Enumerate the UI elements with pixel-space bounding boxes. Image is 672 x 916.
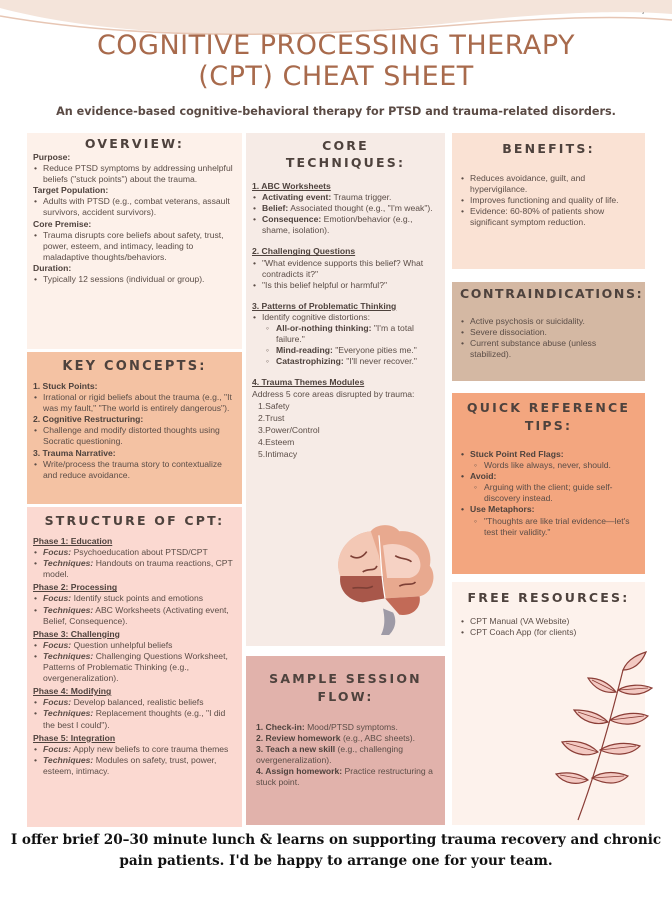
distortion-item	[252, 345, 439, 356]
problematic-thinking-intro: • Identify cognitive distortions:	[252, 312, 439, 323]
techniques-text: Handouts on trauma reactions, CPT model.	[43, 558, 233, 580]
phase-block	[33, 733, 236, 777]
contraindication-item: • Severe dissociation.	[460, 327, 637, 338]
phase-techniques	[33, 558, 236, 580]
sample-session-card	[246, 656, 445, 825]
overview-card	[27, 133, 242, 349]
abc-label: Belief:	[262, 203, 289, 214]
structure-card	[27, 507, 242, 827]
abc-item	[252, 214, 439, 236]
abc-item	[252, 192, 439, 203]
distortion-text: "I'm a total failure."	[276, 323, 414, 345]
resource-item: • CPT Coach App (for clients)	[460, 627, 637, 638]
phase-block	[33, 686, 236, 730]
focus-text: Identify stuck points and emotions	[73, 593, 204, 604]
trauma-theme-item: 5.Intimacy	[258, 448, 298, 459]
phase-focus	[33, 640, 236, 651]
sample-session-heading: SAMPLE SESSION FLOW:	[269, 671, 422, 704]
phase-techniques	[33, 755, 236, 777]
techniques-text: Replacement thoughts (e.g., "I did the best I could").	[43, 708, 226, 730]
abc-text: Trauma trigger.	[333, 192, 392, 203]
challenging-question: • "What evidence supports this belief? What contradicts it?"	[252, 258, 439, 280]
phase-focus	[33, 697, 236, 708]
benefit-item: • Evidence: 60-80% of patients show significant symptom reduction.	[460, 206, 637, 228]
challenging-questions-title: 2. Challenging Questions	[252, 246, 356, 257]
key-concept-label: 1. Stuck Points:	[33, 381, 98, 391]
session-step-label: 4. Assign homework:	[256, 766, 343, 777]
distortion-label: All-or-nothing thinking:	[276, 323, 372, 334]
phase-title: Phase 4: Modifying	[33, 686, 112, 697]
focus-label: Focus:	[43, 593, 72, 604]
tip-detail: ◦ "Thoughts are like trial evidence—let's test their validity."	[460, 516, 637, 538]
focus-text: Develop balanced, realistic beliefs	[73, 697, 204, 708]
techniques-text: ABC Worksheets (Activating event, Belief, Consequence).	[43, 604, 229, 626]
key-concept-text: • Challenge and modify distorted thoughts using Socratic questioning.	[33, 425, 236, 447]
abc-item	[252, 203, 439, 214]
session-step	[256, 766, 435, 788]
focus-text: Apply new beliefs to core trauma themes	[73, 743, 229, 754]
phase-title: Phase 3: Challenging	[33, 628, 120, 639]
contraindication-item: • Current substance abuse (unless stabilized).	[460, 338, 637, 360]
title-line-1: COGNITIVE PROCESSING THERAPY	[96, 30, 576, 61]
contraindications-heading: CONTRAINDICATIONS:	[460, 286, 644, 301]
purpose-label: Purpose:	[33, 152, 71, 162]
footer-message	[0, 830, 672, 872]
contraindication-item: • Active psychosis or suicidality.	[460, 316, 637, 327]
distortion-label: Mind-reading:	[276, 345, 333, 356]
techniques-text: Modules on safety, trust, power, esteem, intimacy.	[43, 754, 217, 776]
free-resources-heading: FREE RESOURCES:	[467, 590, 630, 605]
session-step	[256, 744, 435, 766]
focus-text: Question unhelpful beliefs	[73, 639, 173, 650]
session-step-text: Practice restructuring a stuck point.	[256, 766, 433, 788]
duration-text: • Typically 12 sessions (individual or group).	[33, 274, 236, 285]
key-concept-text: • Irrational or rigid beliefs about the trauma (e.g., "It was my fault," "The world is entirely dangerous").	[33, 392, 236, 414]
phase-title: Phase 1: Education	[33, 536, 113, 546]
abc-text: Emotion/behavior (e.g., shame, isolation).	[262, 214, 413, 236]
focus-label: Focus:	[43, 639, 72, 650]
session-step	[256, 733, 435, 744]
tip-label: • Stuck Point Red Flags:	[460, 449, 637, 460]
phase-title: Phase 5: Integration	[33, 732, 116, 743]
session-step-label: 3. Teach a new skill	[256, 744, 336, 755]
key-concept-label: 3. Trauma Narrative:	[33, 447, 116, 458]
phase-techniques	[33, 708, 236, 730]
trauma-themes-title: 4. Trauma Themes Modules	[252, 377, 365, 388]
phase-techniques	[33, 651, 236, 684]
challenging-question: • "Is this belief helpful or harmful?"	[252, 280, 439, 291]
purpose-text: • Reduce PTSD symptoms by addressing unhelpful beliefs ("stuck points") about the trauma.	[33, 163, 236, 185]
trauma-theme-item: 3.Power/Control	[258, 424, 320, 435]
tip-detail: ◦ Arguing with the client; guide self-discovery instead.	[460, 482, 637, 504]
distortion-label: Catastrophizing:	[276, 356, 344, 367]
phase-focus	[33, 744, 236, 755]
techniques-label: Techniques:	[43, 558, 94, 569]
quick-reference-heading: QUICK REFERENCE TIPS:	[466, 400, 631, 433]
overview-heading: OVERVIEW:	[84, 136, 185, 151]
benefits-card	[452, 133, 645, 269]
phase-title: Phase 2: Processing	[33, 582, 118, 593]
session-step	[256, 722, 435, 733]
distortion-item	[252, 323, 439, 345]
leaf-branch-illustration	[548, 650, 658, 825]
distortion-text: "I'll never recover."	[346, 356, 417, 367]
focus-label: Focus:	[43, 743, 72, 754]
population-label: Target Population:	[33, 185, 109, 196]
phase-block	[33, 536, 236, 580]
abc-title: 1. ABC Worksheets	[252, 181, 331, 191]
population-text: • Adults with PTSD (e.g., combat veterans, assault survivors, accident survivors).	[33, 196, 236, 218]
duration-label: Duration:	[33, 262, 72, 273]
techniques-text: Challenging Questions Worksheet, Patterns of Problematic Thinking (e.g., overgeneralization).	[43, 650, 228, 684]
trauma-theme-item: 1.Safety	[258, 400, 290, 411]
session-step-label: 1. Check-in:	[256, 722, 305, 732]
phase-block	[33, 582, 236, 626]
session-step-text: (e.g., ABC sheets).	[342, 733, 416, 744]
benefits-heading: BENEFITS:	[502, 141, 595, 156]
trauma-themes-intro: Address 5 core areas disrupted by trauma:	[252, 388, 415, 399]
abc-label: Activating event:	[262, 192, 332, 203]
abc-text: Associated thought (e.g., "I'm weak").	[290, 203, 433, 214]
quick-reference-card	[452, 393, 645, 574]
premise-text: • Trauma disrupts core beliefs about safety, trust, power, esteem, and intimacy, leading to maladaptive thoughts/behaviors.	[33, 230, 236, 263]
tip-detail: ◦ Words like always, never, should.	[460, 460, 637, 471]
abc-label: Consequence:	[262, 214, 322, 225]
resource-item: • CPT Manual (VA Website)	[460, 616, 637, 627]
techniques-label: Techniques:	[43, 708, 94, 719]
phase-techniques	[33, 605, 236, 627]
phase-block	[33, 629, 236, 684]
brain-illustration	[322, 515, 444, 637]
contraindications-card	[452, 282, 645, 381]
focus-text: Psychoeducation about PTSD/CPT	[73, 547, 208, 558]
key-concept-text: • Write/process the trauma story to contextualize and reduce avoidance.	[33, 459, 236, 481]
session-step-text: (e.g., challenging overgeneralization).	[256, 744, 403, 766]
techniques-label: Techniques:	[43, 754, 94, 765]
phase-focus	[33, 547, 236, 558]
premise-label: Core Premise:	[33, 218, 92, 229]
footer-line-1: I offer brief 20–30 minute lunch & learns on supporting trauma recovery and chronic	[10, 832, 662, 848]
page-title	[0, 30, 672, 92]
phase-focus	[33, 593, 236, 604]
techniques-label: Techniques:	[43, 650, 94, 661]
benefit-item: • Reduces avoidance, guilt, and hypervigilance.	[460, 173, 637, 195]
session-step-text: Mood/PTSD symptoms.	[307, 722, 398, 732]
problematic-thinking-title: 3. Patterns of Problematic Thinking	[252, 300, 397, 311]
benefit-item: • Improves functioning and quality of life.	[460, 195, 637, 206]
structure-heading: STRUCTURE OF CPT:	[44, 513, 225, 528]
core-techniques-heading: CORE TECHNIQUES:	[285, 138, 406, 170]
trauma-theme-item: 4.Esteem	[258, 436, 295, 447]
trauma-theme-item: 2.Trust	[258, 412, 285, 423]
session-step-label: 2. Review homework	[256, 733, 341, 744]
focus-label: Focus:	[43, 547, 72, 558]
tip-label: • Use Metaphors:	[460, 504, 637, 515]
title-line-2: (CPT) CHEAT SHEET	[198, 61, 474, 92]
key-concepts-card	[27, 352, 242, 504]
techniques-label: Techniques:	[43, 604, 94, 615]
footer-line-2: pain patients. I'd be happy to arrange one for your team.	[119, 853, 553, 869]
page-subtitle: An evidence-based cognitive-behavioral therapy for PTSD and trauma-related disorders.	[56, 105, 616, 118]
focus-label: Focus:	[43, 697, 72, 708]
distortion-item	[252, 356, 439, 367]
key-concept-label: 2. Cognitive Restructuring:	[33, 414, 144, 425]
tip-label: • Avoid:	[460, 471, 637, 482]
distortion-text: "Everyone pities me."	[335, 345, 417, 356]
key-concepts-heading: KEY CONCEPTS:	[62, 359, 207, 374]
